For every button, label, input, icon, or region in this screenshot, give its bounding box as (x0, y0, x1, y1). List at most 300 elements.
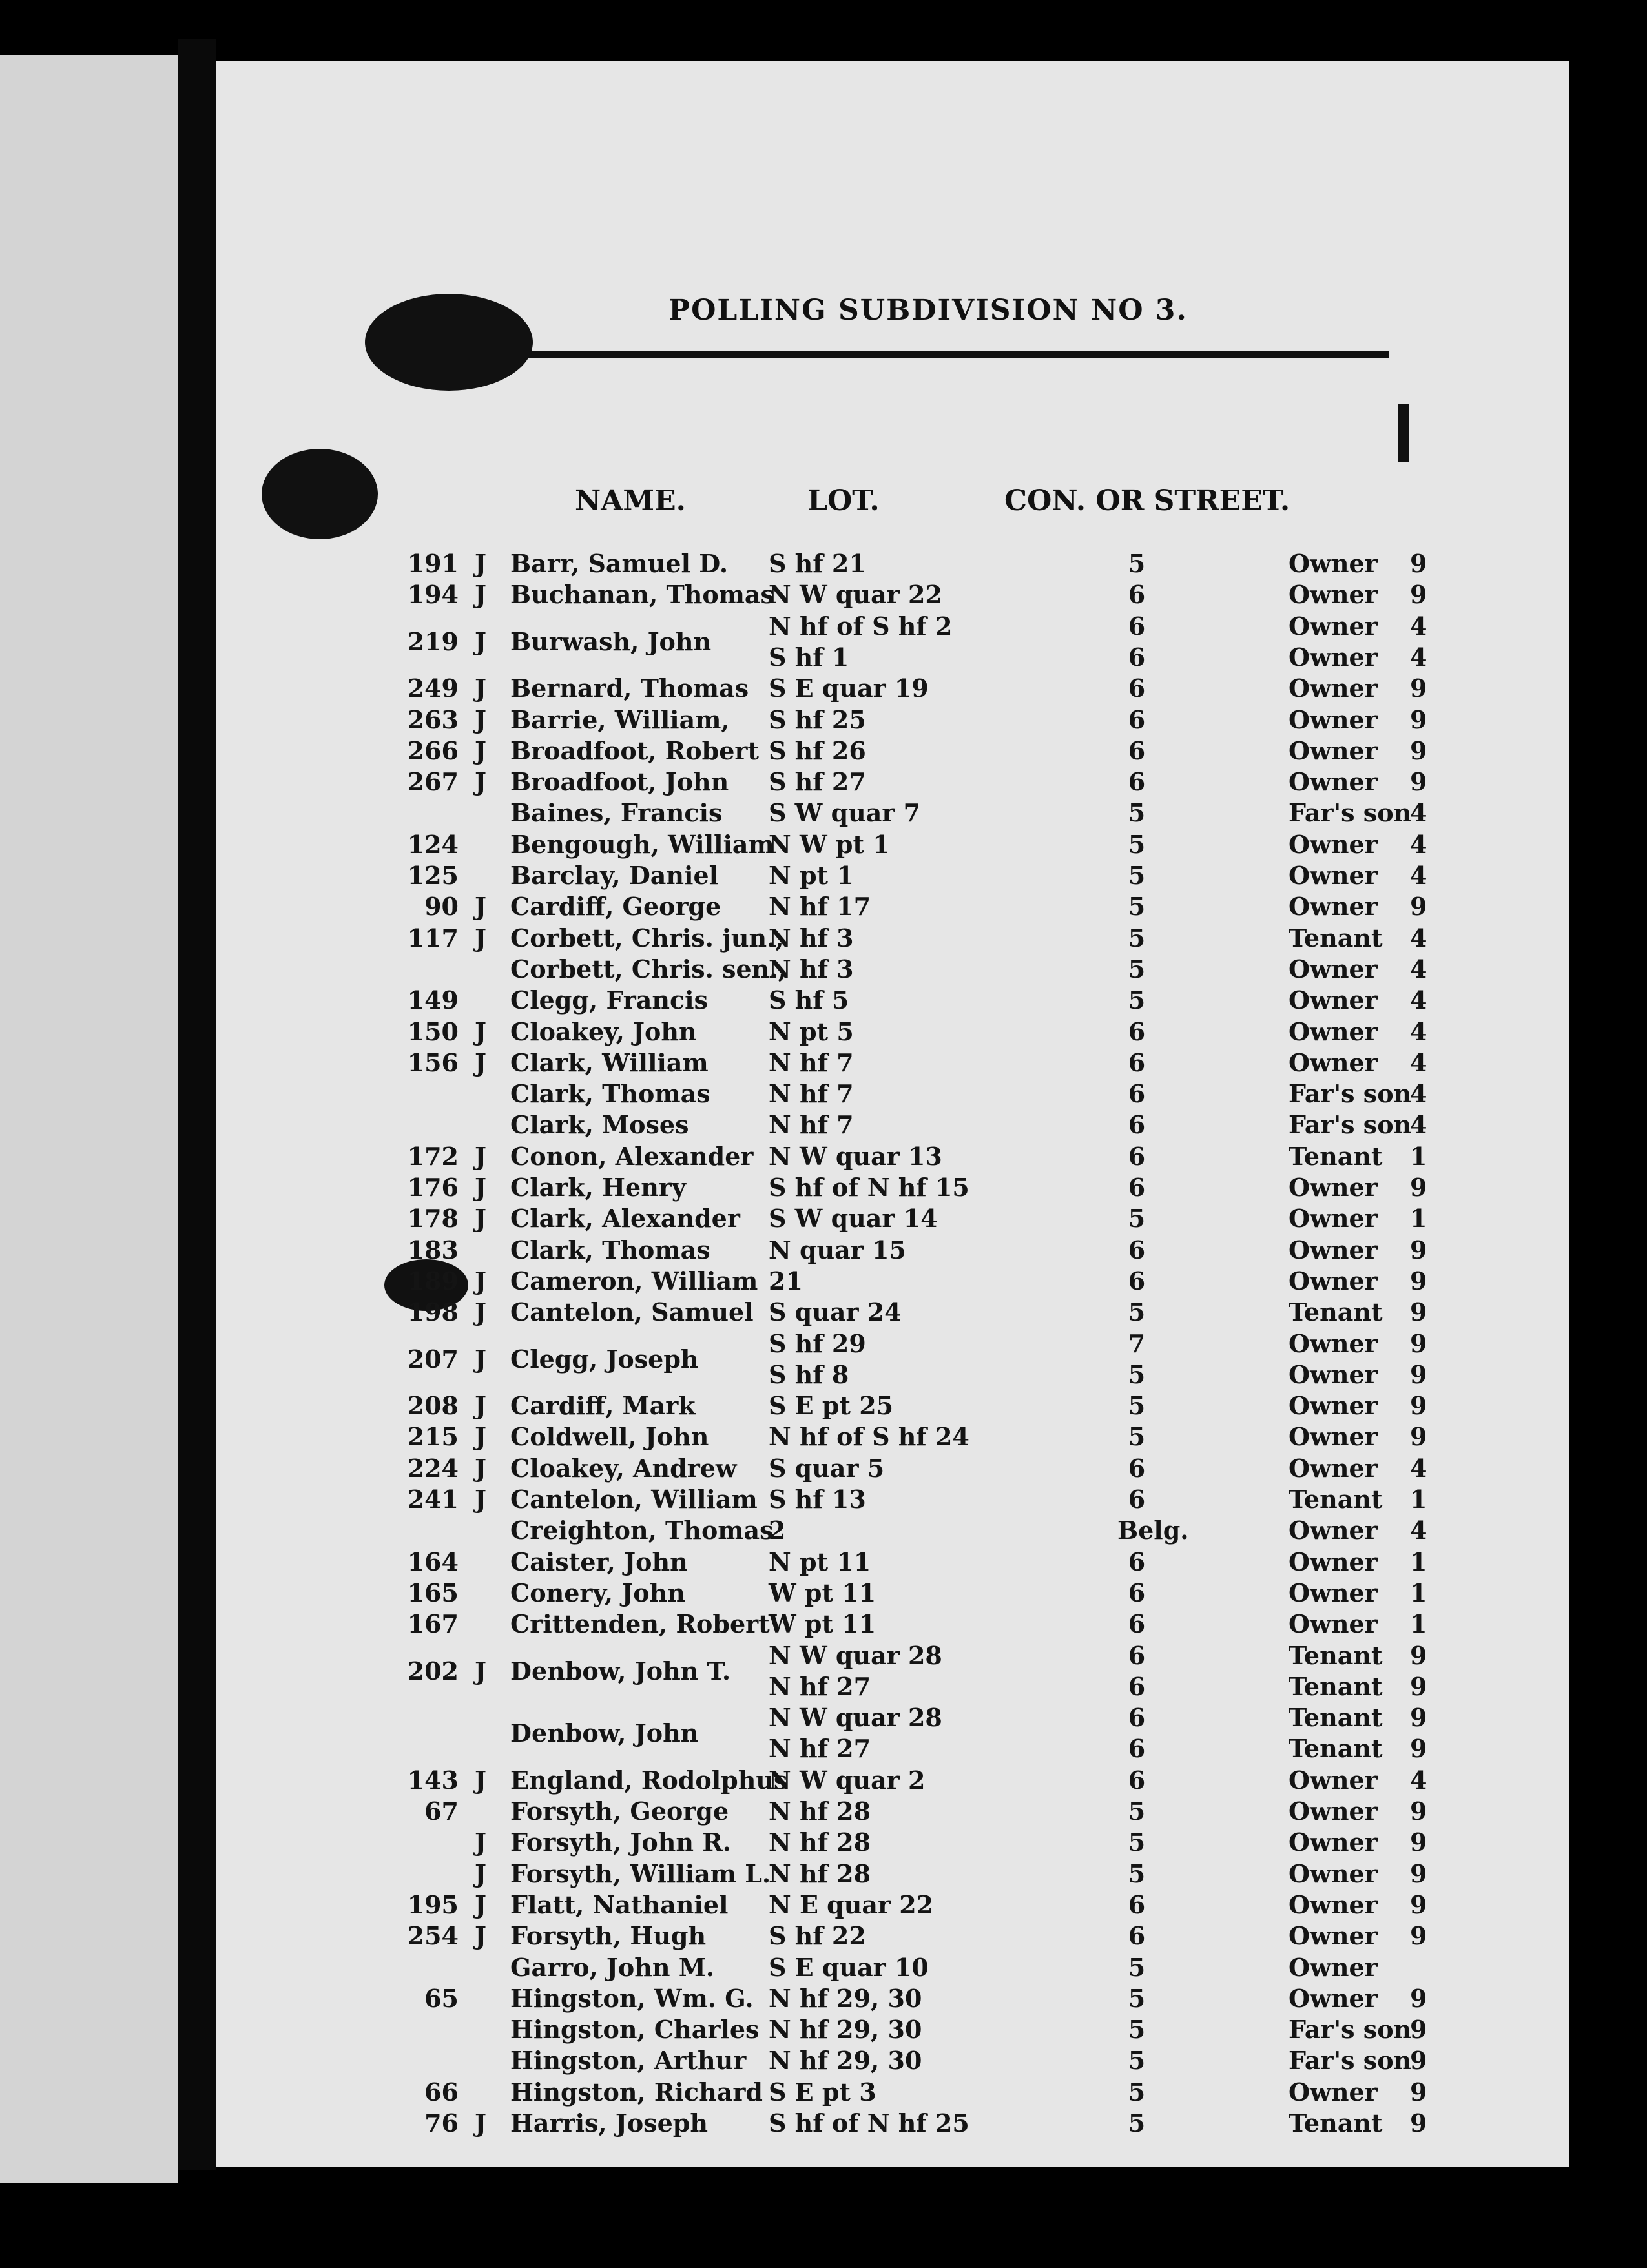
tenure-status: Owner (1289, 1828, 1378, 1857)
qualification-mark: J (475, 626, 486, 656)
vote-count: 9 (1410, 1703, 1427, 1733)
tenure-status: Owner (1289, 1547, 1378, 1576)
tenure-status: Tenant (1289, 923, 1383, 953)
lot-description: S E quar 10 (769, 1952, 929, 1982)
concession-number: 6 (1128, 1640, 1146, 1670)
voter-number: 66 (424, 2077, 459, 2107)
tenure-status: Owner (1289, 1921, 1378, 1951)
voter-list (216, 61, 1569, 2167)
tenure-status: Owner (1289, 1016, 1378, 1046)
lot-description: N W quar 28 (769, 1703, 942, 1733)
qualification-mark: J (475, 1344, 486, 1374)
vote-count: 9 (1410, 674, 1427, 703)
concession-number: 5 (1128, 2015, 1146, 2045)
lot-description: 2 (769, 1516, 786, 1545)
lot-description: N W quar 28 (769, 1640, 942, 1670)
lot-description: 21 (769, 1266, 803, 1295)
lot-description: N hf 27 (769, 1734, 871, 1764)
voter-name: Hingston, Richard (510, 2077, 763, 2107)
voter-number: 176 (407, 1173, 459, 1202)
qualification-mark: J (475, 1453, 486, 1483)
voter-name: Bengough, William (510, 829, 774, 859)
qualification-mark: J (475, 674, 486, 703)
lot-description: N hf 7 (769, 1079, 854, 1109)
voter-name: Denbow, John (510, 1718, 699, 1748)
tenure-status: Owner (1289, 1453, 1378, 1483)
tenure-status: Far's son (1289, 798, 1412, 828)
qualification-mark: J (475, 1141, 486, 1171)
lot-description: W pt 11 (769, 1578, 876, 1607)
voter-number: 263 (407, 705, 459, 734)
concession-number: 5 (1128, 1204, 1146, 1233)
concession-number: 6 (1128, 580, 1146, 610)
voter-number: 267 (407, 767, 459, 797)
voter-number: 149 (407, 985, 459, 1015)
vote-count: 9 (1410, 705, 1427, 734)
concession-number: 6 (1128, 1173, 1146, 1202)
voter-number: 65 (424, 1983, 459, 2013)
qualification-mark: J (475, 1765, 486, 1795)
lot-description: N hf of S hf 2 (769, 611, 953, 641)
tenure-status: Owner (1289, 954, 1378, 984)
voter-name: Forsyth, William L. (510, 1859, 771, 1888)
concession-number: 5 (1128, 829, 1146, 859)
voter-number: 183 (407, 1235, 459, 1264)
lot-description: S W quar 14 (769, 1204, 938, 1233)
qualification-mark: J (475, 1047, 486, 1077)
voter-name: Cardiff, Mark (510, 1391, 696, 1421)
voter-number: 165 (407, 1578, 459, 1607)
concession-number: 6 (1128, 1609, 1146, 1639)
voter-number: 202 (407, 1656, 459, 1686)
qualification-mark: J (475, 1859, 486, 1888)
tenure-status: Owner (1289, 1391, 1378, 1421)
voter-name: Broadfoot, John (510, 767, 729, 797)
vote-count: 9 (1410, 767, 1427, 797)
qualification-mark: J (475, 1204, 486, 1233)
lot-description: W pt 11 (769, 1609, 876, 1639)
tenure-status: Owner (1289, 1359, 1378, 1389)
vote-count: 9 (1410, 2108, 1427, 2138)
vote-count: 9 (1410, 1890, 1427, 1919)
tenure-status: Tenant (1289, 1297, 1383, 1327)
voter-name: Cantelon, William (510, 1485, 758, 1514)
tenure-status: Owner (1289, 1173, 1378, 1202)
voter-name: Forsyth, John R. (510, 1828, 731, 1857)
voter-name: Clark, Moses (510, 1110, 689, 1140)
voter-number: 194 (407, 580, 459, 610)
voter-name: Buchanan, Thomas (510, 580, 774, 610)
concession-number: 5 (1128, 1797, 1146, 1826)
voter-number: 76 (424, 2108, 459, 2138)
tenure-status: Owner (1289, 829, 1378, 859)
vote-count: 1 (1410, 1578, 1427, 1607)
voter-name: Coldwell, John (510, 1422, 709, 1452)
voter-name: Cloakey, Andrew (510, 1453, 737, 1483)
concession-number: 6 (1128, 1547, 1146, 1576)
concession-number: 6 (1128, 1734, 1146, 1764)
vote-count: 9 (1410, 2046, 1427, 2076)
vote-count: 9 (1410, 1734, 1427, 1764)
tenure-status: Owner (1289, 642, 1378, 672)
concession-number: 5 (1128, 2046, 1146, 2076)
voter-name: Clark, William (510, 1047, 709, 1077)
lot-description: N W quar 2 (769, 1765, 926, 1795)
voter-name: Conon, Alexander (510, 1141, 754, 1171)
concession-number: 6 (1128, 736, 1146, 765)
vote-count: 1 (1410, 1547, 1427, 1576)
voter-name: Clegg, Francis (510, 985, 709, 1015)
vote-count: 9 (1410, 1391, 1427, 1421)
vote-count: 9 (1410, 1422, 1427, 1452)
concession-number: 6 (1128, 1703, 1146, 1733)
concession-number: 5 (1128, 1391, 1146, 1421)
concession-number: 6 (1128, 1578, 1146, 1607)
lot-description: S E pt 25 (769, 1391, 894, 1421)
lot-description: N hf 27 (769, 1671, 871, 1701)
voter-name: Clark, Thomas (510, 1079, 710, 1109)
qualification-mark: J (475, 1391, 486, 1421)
concession-number: 5 (1128, 1828, 1146, 1857)
voter-name: Caister, John (510, 1547, 688, 1576)
concession-number: 5 (1128, 861, 1146, 890)
lot-description: N hf 28 (769, 1797, 871, 1826)
voter-name: Clark, Alexander (510, 1204, 740, 1233)
concession-number: 6 (1128, 705, 1146, 734)
lot-description: S quar 5 (769, 1453, 885, 1483)
voter-name: Broadfoot, Robert (510, 736, 759, 765)
lot-description: N quar 15 (769, 1235, 906, 1264)
voter-name: Forsyth, Hugh (510, 1921, 707, 1951)
lot-description: S E pt 3 (769, 2077, 876, 2107)
voter-number: 172 (407, 1141, 459, 1171)
tenure-status: Owner (1289, 1235, 1378, 1264)
qualification-mark: J (475, 1828, 486, 1857)
page-title: POLLING SUBDIVISION NO 3. (668, 294, 1188, 327)
vote-count: 9 (1410, 1983, 1427, 2013)
left-adjacent-page (0, 55, 178, 2183)
tenure-status: Owner (1289, 1328, 1378, 1358)
voter-number: 198 (407, 1297, 459, 1327)
concession-number: 5 (1128, 892, 1146, 922)
concession-number: 6 (1128, 1016, 1146, 1046)
voter-name: Baines, Francis (510, 798, 723, 828)
tenure-status: Tenant (1289, 1734, 1383, 1764)
tenure-status: Owner (1289, 1266, 1378, 1295)
lot-description: S hf of N hf 15 (769, 1173, 969, 1202)
tenure-status: Far's son (1289, 2015, 1412, 2045)
lot-description: N pt 1 (769, 861, 854, 890)
vote-count: 4 (1410, 861, 1427, 890)
tenure-status: Owner (1289, 1047, 1378, 1077)
vote-count: 4 (1410, 1047, 1427, 1077)
register-page (216, 61, 1569, 2167)
vote-count: 4 (1410, 829, 1427, 859)
concession-number: 6 (1128, 1079, 1146, 1109)
lot-description: S hf 27 (769, 767, 866, 797)
tenure-status: Owner (1289, 1516, 1378, 1545)
tenure-status: Owner (1289, 1765, 1378, 1795)
tenure-status: Owner (1289, 1797, 1378, 1826)
vote-count: 9 (1410, 1173, 1427, 1202)
concession-number: 6 (1128, 1235, 1146, 1264)
page-gutter (178, 39, 216, 2170)
tenure-status: Owner (1289, 767, 1378, 797)
voter-name: England, Rodolphus (510, 1765, 788, 1795)
voter-number: 215 (407, 1422, 459, 1452)
tenure-status: Owner (1289, 1890, 1378, 1919)
voter-name: Burwash, John (510, 626, 712, 656)
voter-name: Cardiff, George (510, 892, 721, 922)
concession-number: 5 (1128, 1983, 1146, 2013)
vote-count: 9 (1410, 1640, 1427, 1670)
lot-description: N hf 29, 30 (769, 1983, 922, 2013)
voter-number: 207 (407, 1344, 459, 1374)
qualification-mark: J (475, 736, 486, 765)
concession-number: 6 (1128, 1921, 1146, 1951)
voter-number: 241 (407, 1485, 459, 1514)
concession-number: Belg. (1117, 1516, 1189, 1545)
tenure-status: Owner (1289, 736, 1378, 765)
vote-count: 9 (1410, 1297, 1427, 1327)
tenure-status: Owner (1289, 1422, 1378, 1452)
qualification-mark: J (475, 1890, 486, 1919)
voter-name: Forsyth, George (510, 1797, 729, 1826)
voter-number: 191 (407, 549, 459, 578)
voter-number: 117 (407, 923, 459, 953)
concession-number: 5 (1128, 549, 1146, 578)
voter-name: Garro, John M. (510, 1952, 715, 1982)
vote-count: 1 (1410, 1204, 1427, 1233)
tenure-status: Owner (1289, 1983, 1378, 2013)
vote-count: 9 (1410, 1235, 1427, 1264)
qualification-mark: J (475, 2108, 486, 2138)
qualification-mark: J (475, 1485, 486, 1514)
concession-number: 6 (1128, 1141, 1146, 1171)
tenure-status: Owner (1289, 985, 1378, 1015)
lot-description: N hf 3 (769, 923, 854, 953)
vote-count: 9 (1410, 1797, 1427, 1826)
vote-count: 9 (1410, 1859, 1427, 1888)
lot-description: N hf 17 (769, 892, 871, 922)
voter-number: 143 (407, 1765, 459, 1795)
concession-number: 6 (1128, 1110, 1146, 1140)
vote-count: 9 (1410, 1828, 1427, 1857)
lot-description: N hf 7 (769, 1110, 854, 1140)
vote-count: 1 (1410, 1609, 1427, 1639)
vote-count: 9 (1410, 1359, 1427, 1389)
vote-count: 9 (1410, 1266, 1427, 1295)
voter-name: Corbett, Chris. sen., (510, 954, 787, 984)
voter-number: 178 (407, 1204, 459, 1233)
qualification-mark: J (475, 549, 486, 578)
vote-count: 9 (1410, 892, 1427, 922)
voter-number: 208 (407, 1391, 459, 1421)
tenure-status: Owner (1289, 1204, 1378, 1233)
voter-name: Clark, Thomas (510, 1235, 710, 1264)
tenure-status: Owner (1289, 892, 1378, 922)
voter-number: 224 (407, 1453, 459, 1483)
lot-description: N hf 29, 30 (769, 2015, 922, 2045)
vote-count: 4 (1410, 1516, 1427, 1545)
qualification-mark: J (475, 767, 486, 797)
concession-number: 6 (1128, 1266, 1146, 1295)
tenure-status: Tenant (1289, 1640, 1383, 1670)
concession-number: 5 (1128, 2108, 1146, 2138)
voter-name: Clegg, Joseph (510, 1344, 699, 1374)
voter-name: Flatt, Nathaniel (510, 1890, 729, 1919)
vote-count: 9 (1410, 736, 1427, 765)
vote-count: 4 (1410, 1453, 1427, 1483)
voter-number: 195 (407, 1890, 459, 1919)
tenure-status: Owner (1289, 549, 1378, 578)
lot-description: S hf 26 (769, 736, 866, 765)
qualification-mark: J (475, 705, 486, 734)
vote-count: 9 (1410, 549, 1427, 578)
lot-description: S hf 25 (769, 705, 866, 734)
concession-number: 5 (1128, 2077, 1146, 2107)
voter-number: 189 (407, 1266, 459, 1295)
voter-name: Cameron, William (510, 1266, 758, 1295)
voter-name: Barr, Samuel D. (510, 549, 729, 578)
voter-number: 67 (424, 1797, 459, 1826)
tenure-status: Tenant (1289, 1141, 1383, 1171)
lot-description: S hf 22 (769, 1921, 866, 1951)
concession-number: 5 (1128, 1859, 1146, 1888)
voter-name: Hingston, Charles (510, 2015, 760, 2045)
tenure-status: Far's son (1289, 1110, 1412, 1140)
lot-description: S hf 29 (769, 1328, 866, 1358)
concession-number: 6 (1128, 1765, 1146, 1795)
vote-count: 9 (1410, 1671, 1427, 1701)
vote-count: 9 (1410, 580, 1427, 610)
voter-number: 150 (407, 1016, 459, 1046)
concession-number: 5 (1128, 985, 1146, 1015)
concession-number: 5 (1128, 1952, 1146, 1982)
lot-description: N hf 28 (769, 1828, 871, 1857)
voter-name: Cantelon, Samuel (510, 1297, 754, 1327)
vote-count: 4 (1410, 1765, 1427, 1795)
tenure-status: Owner (1289, 705, 1378, 734)
voter-name: Hingston, Arthur (510, 2046, 747, 2076)
concession-number: 6 (1128, 642, 1146, 672)
voter-number: 266 (407, 736, 459, 765)
lot-description: S W quar 7 (769, 798, 921, 828)
concession-number: 5 (1128, 923, 1146, 953)
tenure-status: Tenant (1289, 1671, 1383, 1701)
vote-count: 4 (1410, 1110, 1427, 1140)
qualification-mark: J (475, 1656, 486, 1686)
qualification-mark: J (475, 1173, 486, 1202)
vote-count: 4 (1410, 985, 1427, 1015)
vote-count: 4 (1410, 611, 1427, 641)
tenure-status: Owner (1289, 2077, 1378, 2107)
tenure-status: Owner (1289, 1578, 1378, 1607)
lot-description: S E quar 19 (769, 674, 929, 703)
lot-description: N hf 7 (769, 1047, 854, 1077)
tenure-status: Tenant (1289, 2108, 1383, 2138)
lot-description: N pt 5 (769, 1016, 854, 1046)
voter-name: Harris, Joseph (510, 2108, 708, 2138)
tenure-status: Owner (1289, 861, 1378, 890)
qualification-mark: J (475, 1266, 486, 1295)
voter-number: 125 (407, 861, 459, 890)
lot-description: N E quar 22 (769, 1890, 934, 1919)
vote-count: 1 (1410, 1141, 1427, 1171)
lot-description: S hf 21 (769, 549, 866, 578)
concession-number: 6 (1128, 674, 1146, 703)
voter-name: Conery, John (510, 1578, 685, 1607)
vote-count: 4 (1410, 923, 1427, 953)
lot-description: N W quar 13 (769, 1141, 942, 1171)
concession-number: 5 (1128, 1422, 1146, 1452)
voter-name: Bernard, Thomas (510, 674, 749, 703)
tenure-status: Owner (1289, 611, 1378, 641)
tenure-status: Far's son (1289, 2046, 1412, 2076)
concession-number: 6 (1128, 1453, 1146, 1483)
voter-name: Creighton, Thomas (510, 1516, 774, 1545)
vote-count: 4 (1410, 642, 1427, 672)
qualification-mark: J (475, 1422, 486, 1452)
vote-count: 4 (1410, 1016, 1427, 1046)
concession-number: 5 (1128, 954, 1146, 984)
name-column-header: NAME. (575, 484, 686, 517)
voter-number: 249 (407, 674, 459, 703)
voter-number: 124 (407, 829, 459, 859)
vote-count: 1 (1410, 1485, 1427, 1514)
lot-description: S hf 13 (769, 1485, 866, 1514)
lot-description: N pt 11 (769, 1547, 871, 1576)
qualification-mark: J (475, 580, 486, 610)
voter-name: Hingston, Wm. G. (510, 1983, 754, 2013)
concession-number: 7 (1128, 1328, 1146, 1358)
vote-count: 9 (1410, 2015, 1427, 2045)
tenure-status: Owner (1289, 580, 1378, 610)
lot-description: N hf 28 (769, 1859, 871, 1888)
qualification-mark: J (475, 892, 486, 922)
voter-number: 156 (407, 1047, 459, 1077)
concession-number: 6 (1128, 611, 1146, 641)
voter-number: 90 (424, 892, 459, 922)
lot-description: N hf 3 (769, 954, 854, 984)
qualification-mark: J (475, 923, 486, 953)
voter-number: 167 (407, 1609, 459, 1639)
tenure-status: Owner (1289, 1859, 1378, 1888)
lot-description: N W quar 22 (769, 580, 942, 610)
vote-count: 4 (1410, 1079, 1427, 1109)
lot-description: S hf 1 (769, 642, 849, 672)
lot-column-header: LOT. (807, 484, 880, 517)
qualification-mark: J (475, 1016, 486, 1046)
tenure-status: Owner (1289, 1952, 1378, 1982)
lot-description: N hf 29, 30 (769, 2046, 922, 2076)
qualification-mark: J (475, 1921, 486, 1951)
voter-name: Crittenden, Robert (510, 1609, 770, 1639)
concession-number: 5 (1128, 1297, 1146, 1327)
vote-count: 4 (1410, 954, 1427, 984)
concession-number: 6 (1128, 1485, 1146, 1514)
concession-number: 5 (1128, 798, 1146, 828)
vote-count: 9 (1410, 1328, 1427, 1358)
tenure-status: Tenant (1289, 1703, 1383, 1733)
vote-count: 9 (1410, 2077, 1427, 2107)
voter-name: Barclay, Daniel (510, 861, 719, 890)
voter-name: Cloakey, John (510, 1016, 697, 1046)
lot-description: S quar 24 (769, 1297, 902, 1327)
vote-count: 4 (1410, 798, 1427, 828)
lot-description: S hf of N hf 25 (769, 2108, 969, 2138)
voter-number: 164 (407, 1547, 459, 1576)
